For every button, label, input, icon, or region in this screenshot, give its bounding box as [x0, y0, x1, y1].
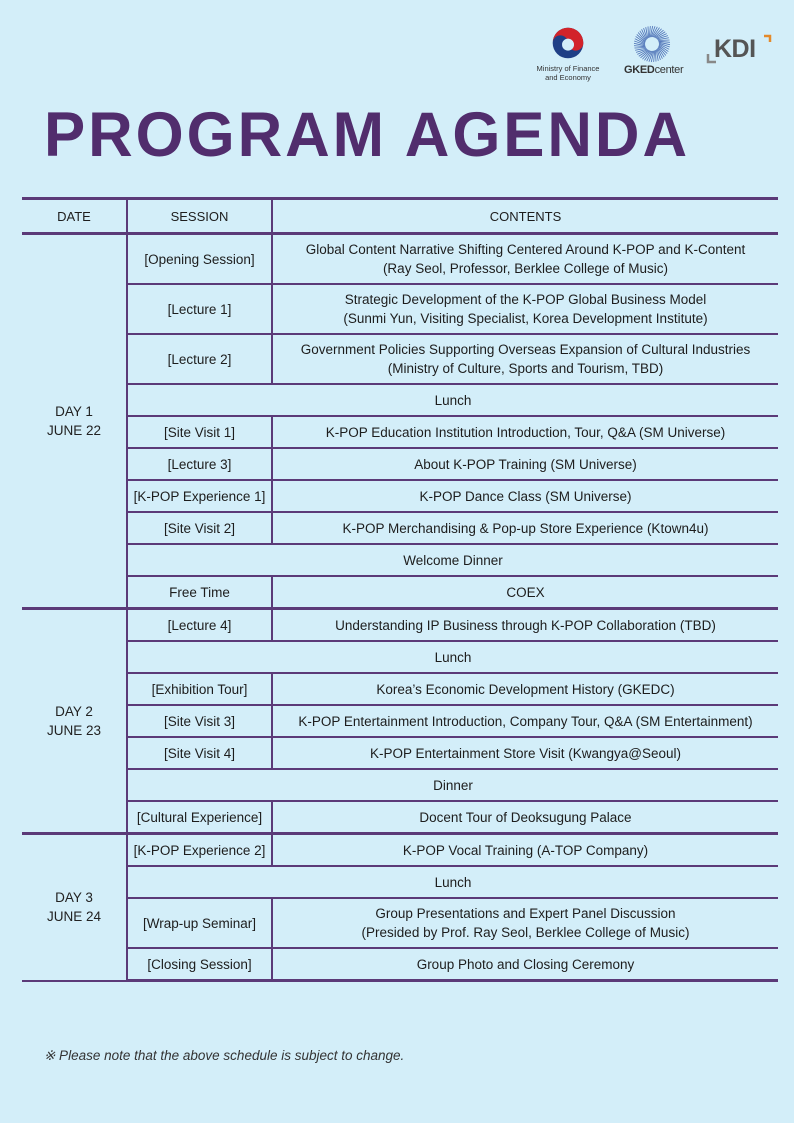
table-row	[22, 234, 778, 285]
contents-line1: Docent Tour of Deoksugung Palace	[419, 809, 632, 825]
session-cell: [Lecture 2]	[127, 334, 272, 384]
contents-cell	[272, 284, 778, 334]
day-label: DAY 2	[55, 704, 93, 719]
contents-cell	[272, 673, 778, 705]
header-date: DATE	[22, 199, 127, 234]
contents-line1: Group Presentations and Expert Panel Discussion	[375, 906, 676, 921]
contents-line1: Korea’s Economic Development History (GKEDC)	[376, 681, 675, 697]
session-cell: [Cultural Experience]	[127, 801, 272, 834]
contents-line2: (Ministry of Culture, Sports and Tourism, TBD)	[387, 361, 664, 376]
day-label: DAY 3	[55, 890, 93, 906]
contents-cell	[272, 801, 778, 834]
session-cell: [Site Visit 4]	[127, 737, 272, 769]
contents-line1: Government Policies Supporting Overseas Expansion of Cultural Industries	[300, 342, 751, 357]
table-row	[22, 948, 778, 981]
contents-line1: Understanding IP Business through K-POP Collaboration (TBD)	[335, 617, 716, 633]
contents-cell	[272, 334, 778, 384]
table-row	[22, 284, 778, 334]
agenda-table	[22, 197, 778, 982]
session-cell: [Site Visit 1]	[127, 416, 272, 448]
day-date: JUNE 24	[46, 909, 102, 925]
session-cell: [Lecture 4]	[127, 609, 272, 642]
session-cell: [Opening Session]	[127, 234, 272, 285]
day-cell	[22, 609, 127, 834]
ministry-name-line2: and Economy	[545, 73, 591, 82]
session-cell: [K-POP Experience 2]	[127, 834, 272, 867]
table-row	[22, 544, 778, 576]
table-row	[22, 801, 778, 834]
table-header-row	[22, 199, 778, 234]
break-cell: Welcome Dinner	[127, 544, 778, 576]
session-cell: [Lecture 3]	[127, 448, 272, 480]
page-title: PROGRAM AGENDA	[44, 100, 691, 170]
table-row	[22, 448, 778, 480]
table-row	[22, 416, 778, 448]
day-label: DAY 1	[55, 404, 93, 419]
table-row	[22, 737, 778, 769]
session-cell: Free Time	[127, 576, 272, 609]
table-row	[22, 898, 778, 948]
break-cell: Lunch	[127, 384, 778, 416]
day-date: JUNE 22	[46, 423, 102, 438]
contents-cell	[272, 448, 778, 480]
contents-cell	[272, 416, 778, 448]
contents-line1: K-POP Entertainment Introduction, Company Tour, Q&A (SM Entertainment)	[298, 713, 753, 729]
table-row	[22, 769, 778, 801]
table-row	[22, 834, 778, 867]
kdi-logo	[706, 32, 776, 64]
contents-line1: K-POP Vocal Training (A-TOP Company)	[402, 842, 649, 858]
contents-line1: COEX	[506, 584, 545, 600]
schedule-note: ※ Please note that the above schedule is subject to change.	[44, 1048, 405, 1063]
session-cell: [Wrap-up Seminar]	[127, 898, 272, 948]
header-contents: CONTENTS	[272, 199, 778, 234]
header-session: SESSION	[127, 199, 272, 234]
partner-logos	[536, 24, 786, 88]
contents-line1: Strategic Development of the K-POP Global Business Model	[344, 292, 707, 307]
contents-cell	[272, 948, 778, 981]
table-row	[22, 641, 778, 673]
break-cell: Dinner	[127, 769, 778, 801]
ministry-of-finance-logo	[536, 24, 600, 82]
gked-logo-rest: center	[654, 64, 684, 76]
contents-cell	[272, 234, 778, 285]
contents-cell	[272, 480, 778, 512]
session-cell: [Lecture 1]	[127, 284, 272, 334]
contents-line1: Global Content Narrative Shifting Centered Around K-POP and K-Content	[305, 242, 746, 257]
contents-cell	[272, 834, 778, 867]
contents-line2: (Sunmi Yun, Visiting Specialist, Korea Development Institute)	[343, 311, 708, 326]
contents-line1: K-POP Entertainment Store Visit (Kwangya@Seoul)	[369, 745, 682, 761]
session-cell: [Closing Session]	[127, 948, 272, 981]
contents-cell	[272, 512, 778, 544]
ministry-name-line1: Ministry of Finance	[536, 64, 600, 73]
contents-cell	[272, 576, 778, 609]
contents-line2: (Presided by Prof. Ray Seol, Berklee College of Music)	[361, 925, 690, 940]
day-date: JUNE 23	[46, 723, 102, 738]
contents-line1: Group Photo and Closing Ceremony	[416, 956, 635, 972]
table-row	[22, 334, 778, 384]
break-cell: Lunch	[127, 641, 778, 673]
contents-line1: About K-POP Training (SM Universe)	[414, 456, 637, 472]
table-row	[22, 576, 778, 609]
contents-line2: (Ray Seol, Professor, Berklee College of Music)	[382, 261, 669, 276]
table-row	[22, 384, 778, 416]
session-cell: [Site Visit 2]	[127, 512, 272, 544]
table-row	[22, 673, 778, 705]
day-cell	[22, 834, 127, 981]
break-cell: Lunch	[127, 866, 778, 898]
table-row	[22, 512, 778, 544]
contents-line1: K-POP Dance Class (SM Universe)	[419, 488, 632, 504]
contents-line1: K-POP Merchandising & Pop-up Store Experience (Ktown4u)	[342, 520, 709, 536]
gked-center-logo	[624, 24, 684, 76]
table-row	[22, 609, 778, 642]
day-cell	[22, 234, 127, 609]
session-cell: [Exhibition Tour]	[127, 673, 272, 705]
session-cell: [Site Visit 3]	[127, 705, 272, 737]
kdi-logo-text: KDI	[714, 35, 756, 63]
taegeuk-emblem-icon	[551, 26, 585, 60]
contents-cell	[272, 609, 778, 642]
contents-cell	[272, 737, 778, 769]
session-cell: [K-POP Experience 1]	[127, 480, 272, 512]
table-row	[22, 705, 778, 737]
contents-cell	[272, 705, 778, 737]
contents-cell	[272, 898, 778, 948]
table-row	[22, 480, 778, 512]
table-row	[22, 866, 778, 898]
contents-line1: K-POP Education Institution Introduction, Tour, Q&A (SM Universe)	[325, 424, 726, 440]
starburst-icon	[632, 24, 672, 64]
gked-logo-bold: GKED	[624, 64, 655, 76]
